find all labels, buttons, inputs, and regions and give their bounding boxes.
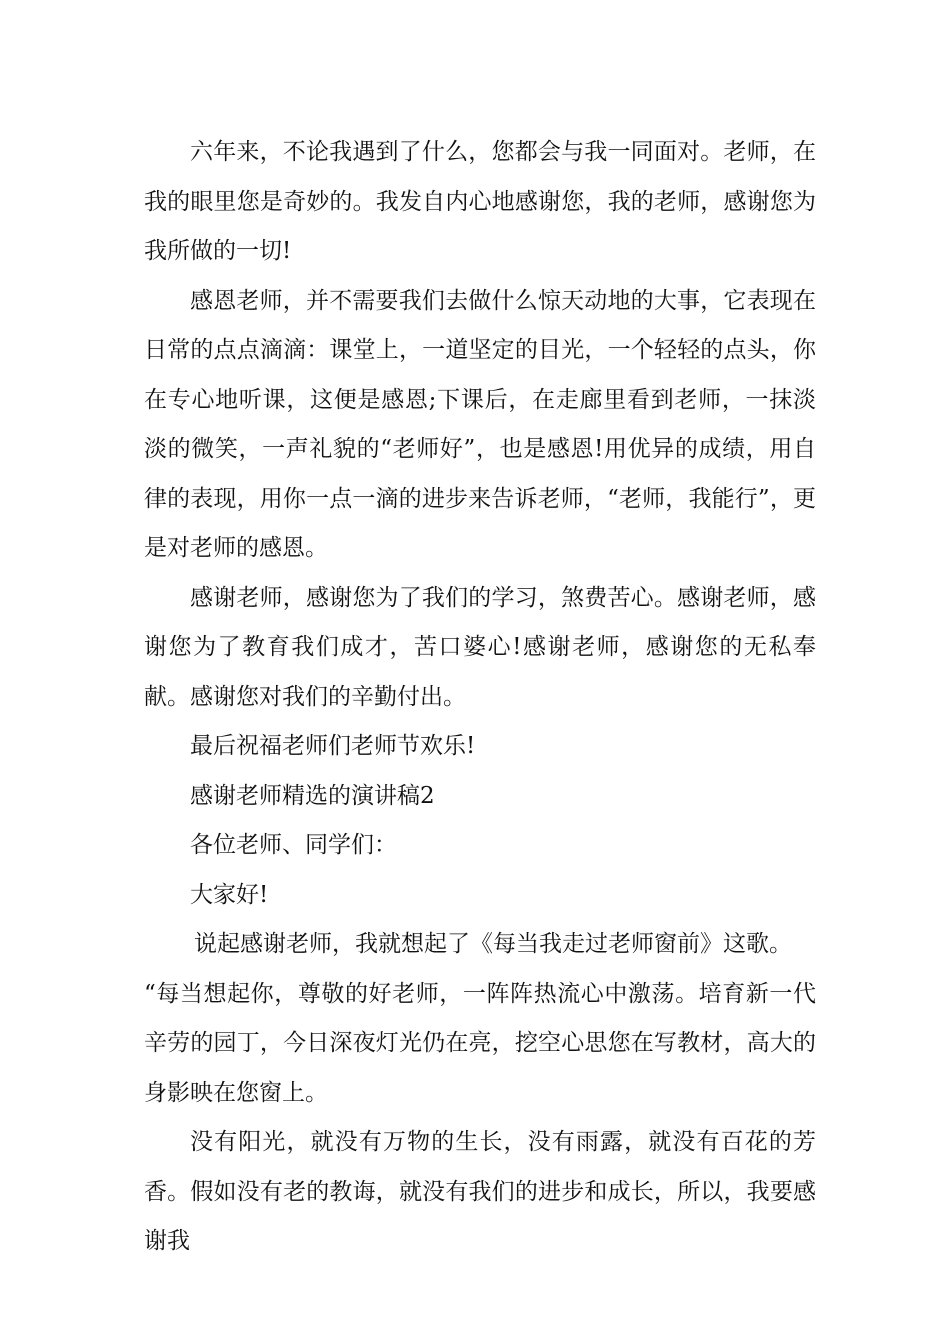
paragraph-gratitude-daily: 感恩老师，并不需要我们去做什么惊天动地的大事，它表现在日常的点点滴滴：课堂上，一道坚定的目光，一个轻轻的点头，你在专心地听课，这便是感恩;下课后，在走廊里看到老师，一抹淡淡的微笑，一声礼貌的“老师好”，也是感恩!用优异的成绩，用自律的表现，用你一点一滴的进步来告诉老师，“老师，我能行”，更是对老师的感恩。 — [144, 287, 816, 561]
paragraph-blessing: 最后祝福老师们老师节欢乐! — [190, 733, 476, 759]
salutation: 各位老师、同学们： — [190, 832, 397, 858]
paragraph-song-intro: 说起感谢老师，我就想起了《每当我走过老师窗前》这歌。 — [194, 931, 792, 957]
document-body — [144, 128, 816, 1267]
speech-title: 感谢老师精选的演讲稿2 — [190, 782, 435, 809]
paragraph-gratitude-six-years: 六年来，不论我遇到了什么，您都会与我一同面对。老师，在我的眼里您是奇妙的。我发自内心地感谢您，我的老师，感谢您为我所做的一切! — [144, 139, 816, 264]
greeting: 大家好! — [190, 881, 269, 908]
paragraph-song-lyrics: “每当想起你，尊敬的好老师，一阵阵热流心中激荡。培育新一代辛劳的园丁，今日深夜灯光仍在亮，挖空心思您在写教材，高大的身影映在您窗上。 — [144, 980, 816, 1106]
paragraph-sunshine: 没有阳光，就没有万物的生长，没有雨露，就没有百花的芳香。假如没有老的教诲，就没有我们的进步和成长，所以，我要感谢我 — [144, 1129, 816, 1254]
paragraph-thank-teachers: 感谢老师，感谢您为了我们的学习，煞费苦心。感谢老师，感谢您为了教育我们成才，苦口婆心!感谢老师，感谢您的无私奉献。感谢您对我们的辛勤付出。 — [144, 584, 816, 710]
